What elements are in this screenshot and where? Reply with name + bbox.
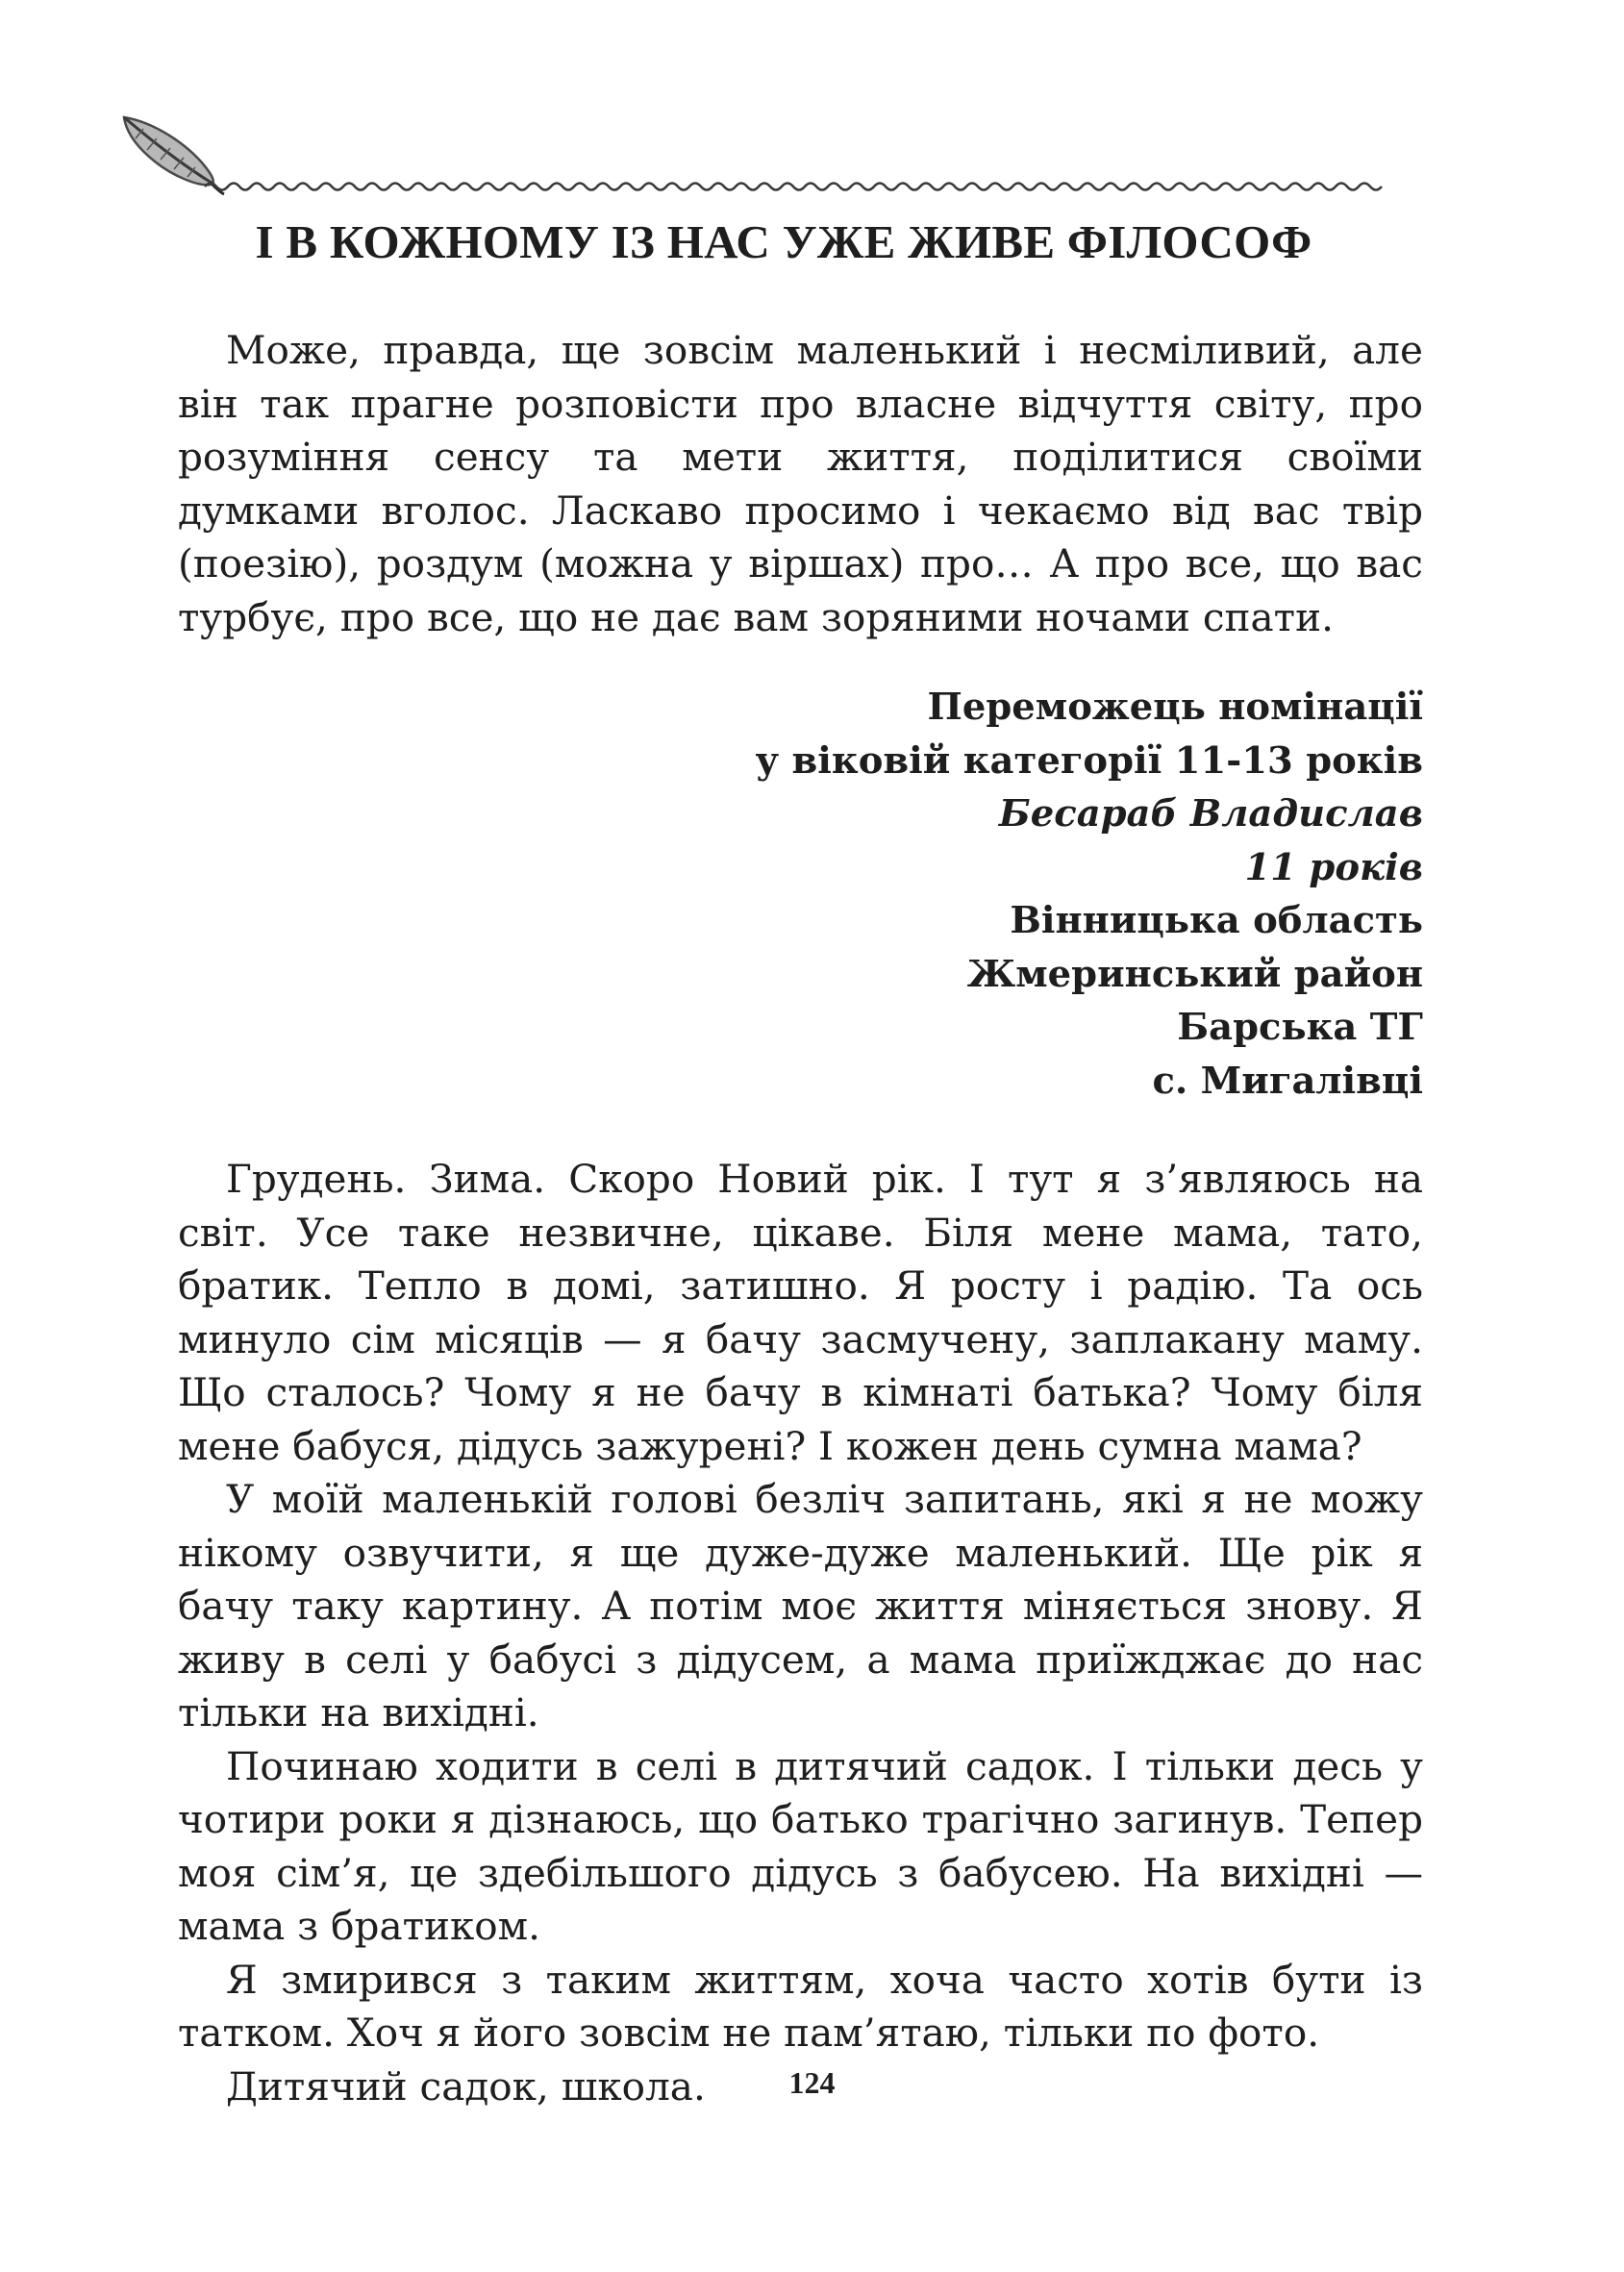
wave-divider (205, 184, 1382, 190)
feather-wave-ornament (120, 113, 1423, 202)
author-village: с. Мигалівці (1152, 1059, 1423, 1103)
author-block (755, 681, 1423, 1108)
story-paragraph: Грудень. Зима. Скоро Новий рік. І тут я з’являюсь на світ. Усе таке незвичне, цікаве. Біля мене мама, тато, братик. Тепло в домі, затишно. Я росту і радію. Та ось минуло сім місяців — я бачу засмучену, заплакану маму. Що сталось? Чому я не бачу в кімнаті батька? Чому біля мене бабуся, дідусь зажурені? І кожен день сумна мама? (178, 1156, 1423, 1469)
story-paragraph: Я змирився з таким життям, хоча часто хотів бути із татком. Хоч я його зовсім не пам’ятаю, тільки по фото. (178, 1956, 1423, 2056)
story-paragraph: Дитячий садок, школа. (226, 2062, 706, 2110)
intro-paragraph: Може, правда, ще зовсім маленький і несміливий, але він так прагне розповісти про власне відчуття світу, про розуміння сенсу та мети життя, поділитися своїми думками вголос. Ласкаво просимо і чекаємо від вас твір (поезію), роздум (можна у віршах) про… А про все, що вас турбує, про все, що не дає вам зоряними ночами спати. (178, 327, 1423, 640)
story-paragraph: У моїй маленькій голові безліч запитань, які я не можу нікому озвучити, я ще дуже-дуже маленький. Ще рік я бачу таку картину. А потім моє життя міняється знову. Я живу в селі у бабусі з дідусем, а мама приїжджає до нас тільки на вихідні. (178, 1476, 1423, 1735)
author-region: Вінницька область (1010, 899, 1423, 942)
award-line: Переможець номінації (927, 686, 1423, 729)
page-number: 124 (788, 2065, 836, 2100)
author-age: 11 років (1244, 845, 1423, 889)
story-body (178, 1153, 1423, 2113)
age-category-line: у віковій категорії 11-13 років (755, 738, 1423, 783)
author-community: Барська ТГ (1177, 1006, 1423, 1049)
page-title: І В КОЖНОМУ ІЗ НАС УЖЕ ЖИВЕ ФІЛОСОФ (255, 215, 1312, 268)
author-name: Бесараб Владислав (998, 792, 1423, 836)
story-paragraph: Починаю ходити в селі в дитячий садок. І тільки десь у чотири роки я дізнаюсь, що батько трагічно загинув. Тепер моя сім’я, це здебільшого дідусь з бабусею. На вихідні — мама з братиком. (178, 1742, 1423, 1949)
author-district: Жмеринський район (966, 952, 1423, 996)
